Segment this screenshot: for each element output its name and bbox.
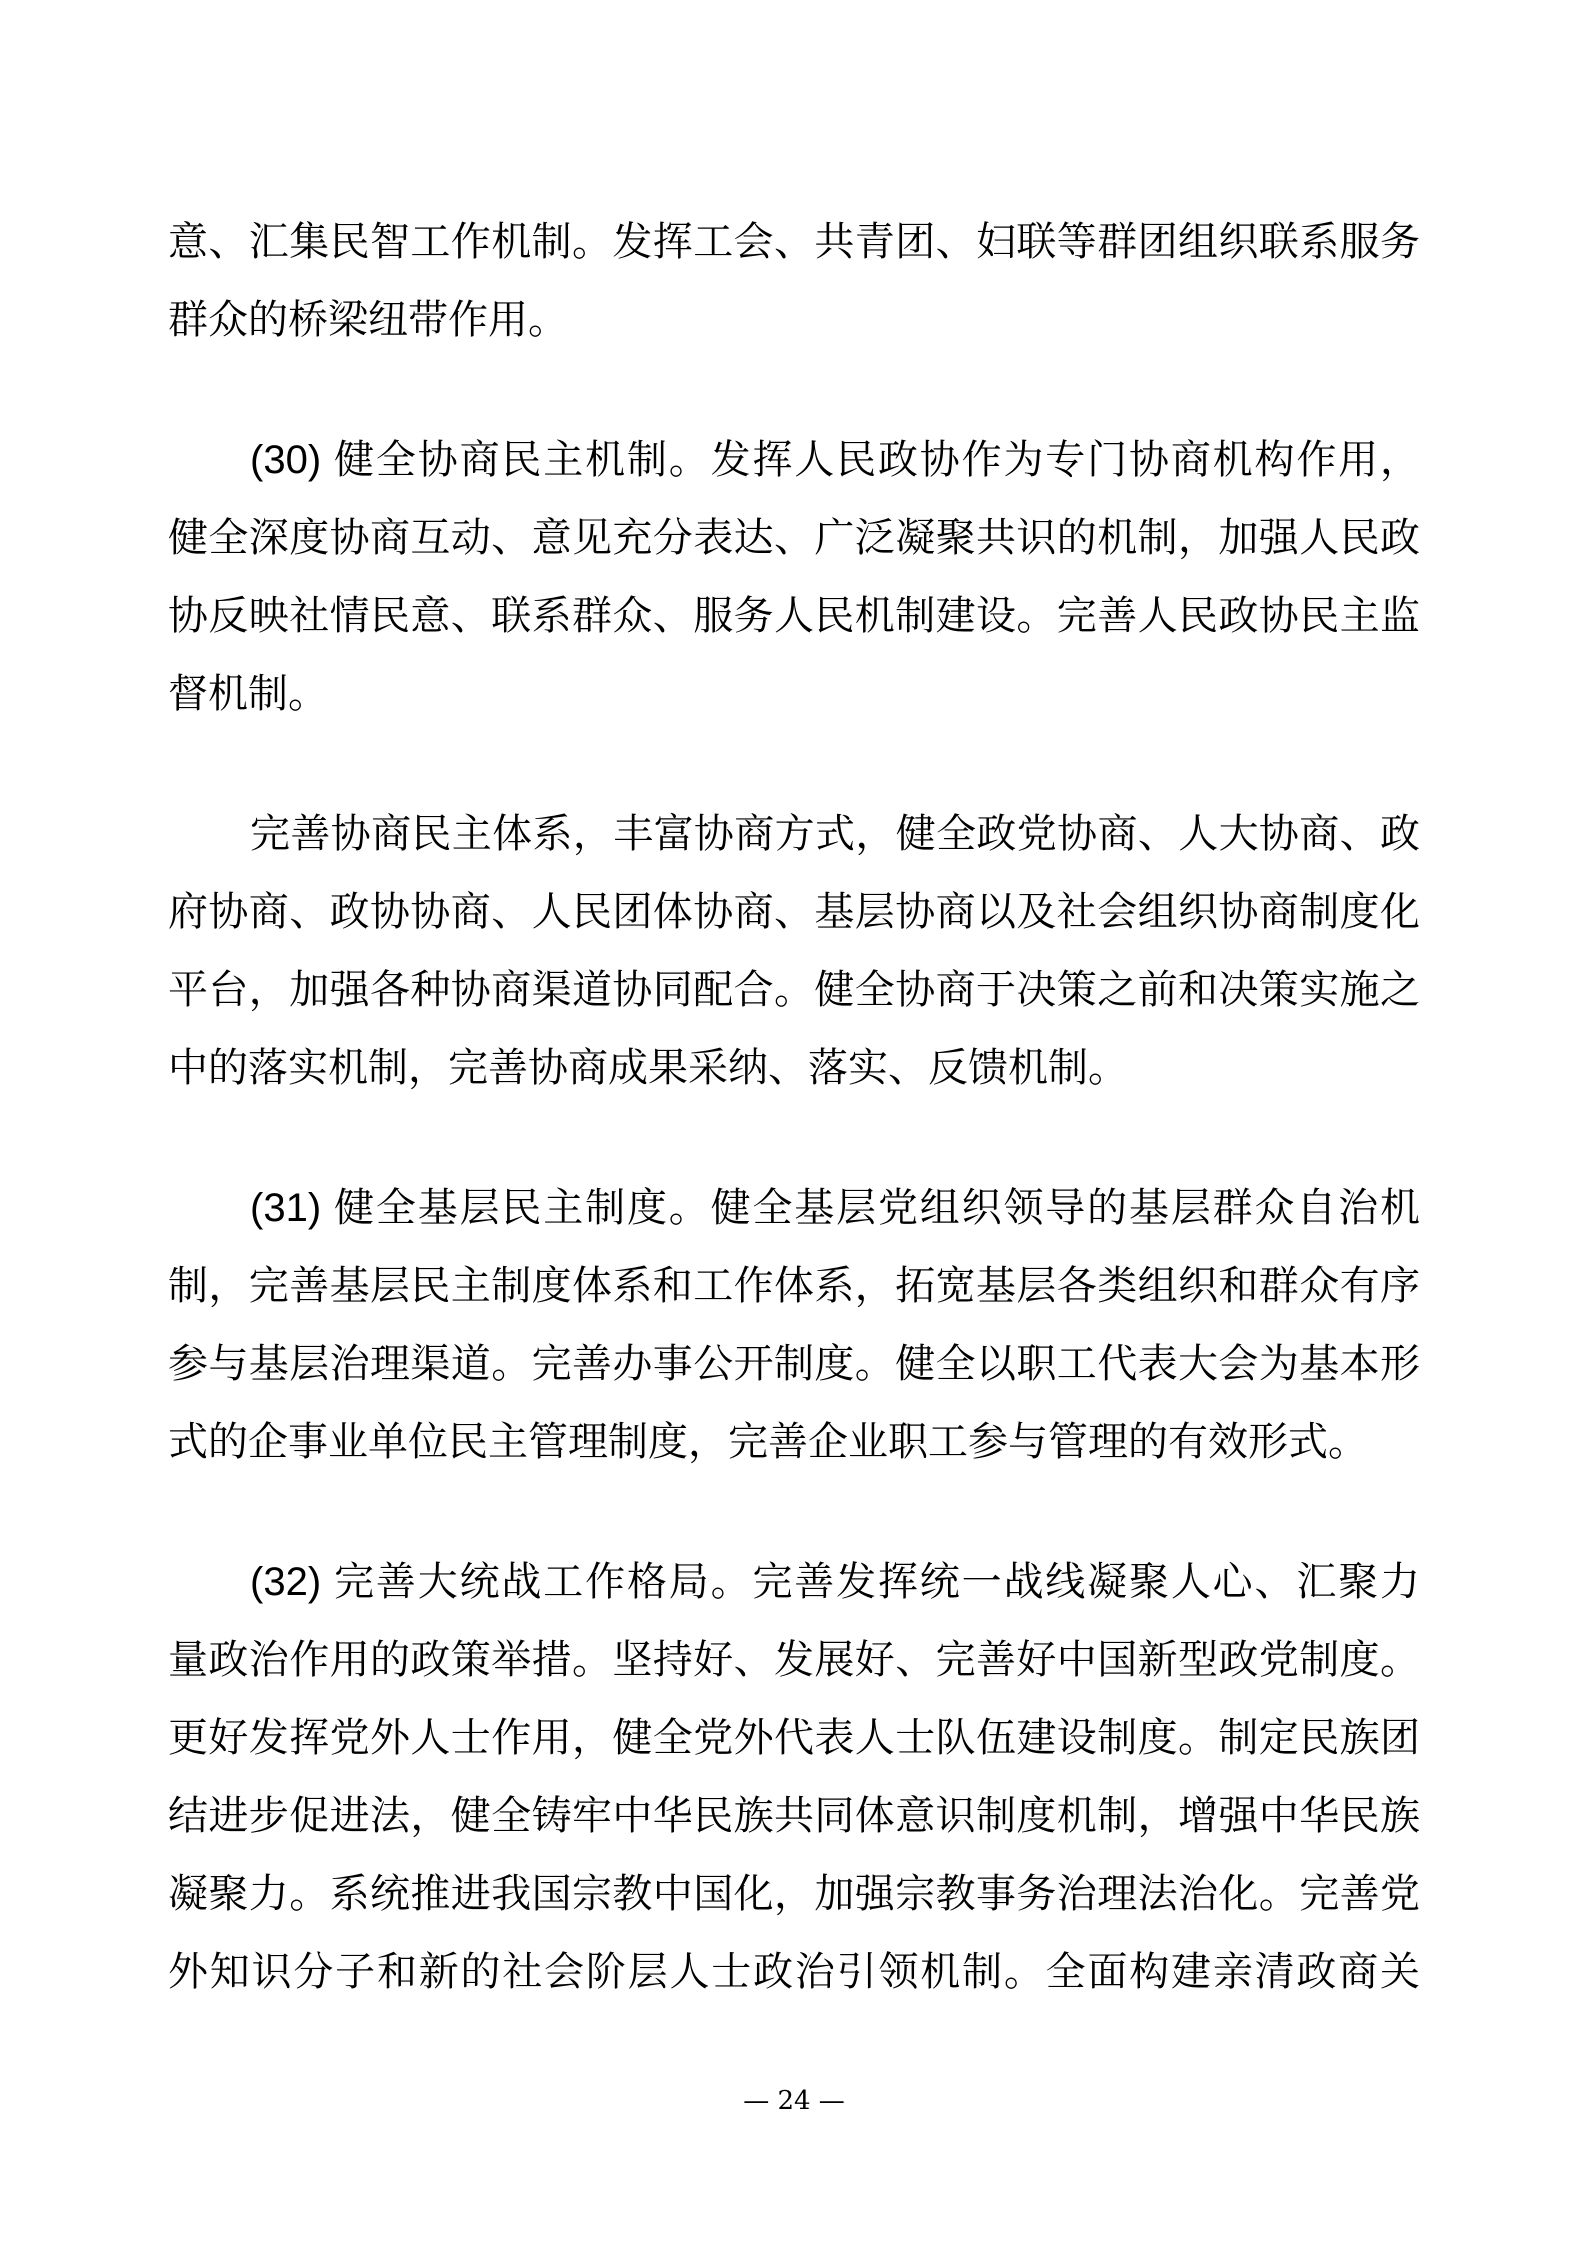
document-body xyxy=(168,203,1420,2011)
text-line: 量政治作用的政策举措。坚持好、发展好、完善好中国新型政党制度。 xyxy=(168,1638,1420,1682)
text-line: (32) 完善大统战工作格局。完善发挥统一战线凝聚人心、汇聚力 xyxy=(250,1560,1420,1604)
text-line: 协反映社情民意、联系群众、服务人民机制建设。完善人民政协民主监 xyxy=(168,594,1420,638)
text-line: (30) 健全协商民主机制。发挥人民政协作为专门协商机构作用， xyxy=(250,438,1420,482)
text-line: 式的企事业单位民主管理制度，完善企业职工参与管理的有效形式。 xyxy=(168,1420,1368,1464)
page-footer xyxy=(168,2083,1420,2119)
text-line: 健全深度协商互动、意见充分表达、广泛凝聚共识的机制，加强人民政 xyxy=(168,516,1420,560)
paragraph xyxy=(168,1169,1420,1481)
text-line: 意、汇集民智工作机制。发挥工会、共青团、妇联等群团组织联系服务 xyxy=(168,220,1420,264)
text-line: 凝聚力。系统推进我国宗教中国化，加强宗教事务治理法治化。完善党 xyxy=(168,1872,1420,1916)
text-line: 群众的桥梁纽带作用。 xyxy=(168,298,568,342)
paragraph xyxy=(168,1543,1420,2011)
page-number: — 24 — xyxy=(743,2086,845,2116)
text-line: 参与基层治理渠道。完善办事公开制度。健全以职工代表大会为基本形 xyxy=(168,1342,1420,1386)
paragraph xyxy=(168,795,1420,1107)
paragraph xyxy=(168,421,1420,733)
text-line: 督机制。 xyxy=(168,672,328,716)
text-line: (31) 健全基层民主制度。健全基层党组织领导的基层群众自治机 xyxy=(250,1186,1420,1230)
text-line: 完善协商民主体系，丰富协商方式，健全政党协商、人大协商、政 xyxy=(250,812,1420,856)
text-line: 制，完善基层民主制度体系和工作体系，拓宽基层各类组织和群众有序 xyxy=(168,1264,1420,1308)
text-line: 结进步促进法，健全铸牢中华民族共同体意识制度机制，增强中华民族 xyxy=(168,1794,1420,1838)
text-line: 更好发挥党外人士作用，健全党外代表人士队伍建设制度。制定民族团 xyxy=(168,1716,1420,1760)
text-line: 平台，加强各种协商渠道协同配合。健全协商于决策之前和决策实施之 xyxy=(168,968,1420,1012)
paragraph xyxy=(168,203,1420,359)
text-line: 外知识分子和新的社会阶层人士政治引领机制。全面构建亲清政商关 xyxy=(168,1950,1420,1994)
text-line: 府协商、政协协商、人民团体协商、基层协商以及社会组织协商制度化 xyxy=(168,890,1420,934)
text-line: 中的落实机制，完善协商成果采纳、落实、反馈机制。 xyxy=(168,1046,1128,1090)
